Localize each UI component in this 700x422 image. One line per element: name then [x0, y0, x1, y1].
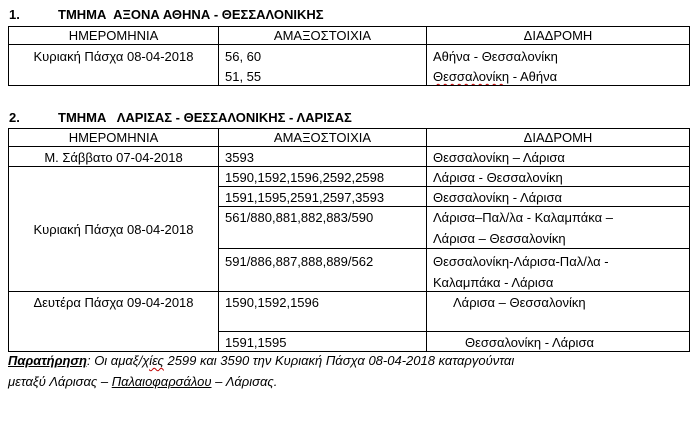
table-row: [9, 292, 690, 332]
date-cell: Κυριακή Πάσχα 08-04-2018: [9, 45, 219, 86]
date-cell: Δευτέρα Πάσχα 09-04-2018: [9, 292, 219, 352]
trains-cell: 561/880,881,882,883/590: [219, 207, 427, 249]
table-row: [9, 45, 690, 86]
note-text: 2599 και 3590 την Κυριακή Πάσχα 08-04-2018 καταργούνται: [163, 353, 515, 368]
route-line: Λάρισα–Παλ/λα - Καλαμπάκα –: [433, 210, 613, 225]
table-row: [9, 147, 690, 167]
column-header-date: ΗΜΕΡΟΜΗΝΙΑ: [9, 129, 219, 147]
column-header-trains: ΑΜΑΞΟΣΤΟΙΧΙΑ: [219, 129, 427, 147]
route-cell: Θεσσαλονίκη – Λάρισα: [427, 147, 690, 167]
route-line: Λάρισα – Θεσσαλονίκη: [433, 231, 566, 246]
route-cell: Θεσσαλονίκη - Λάρισα: [427, 332, 690, 352]
section-2-number: 2.: [9, 110, 20, 125]
route-line: Αθήνα - Θεσσαλονίκη: [433, 49, 558, 64]
route-text: - Αθήνα: [509, 69, 558, 84]
route-line: Θεσσαλονίκη-Λάρισα-Παλ/λα -: [433, 254, 609, 269]
trains-cell: [219, 45, 427, 86]
note-text: : Οι αμαξ/: [86, 353, 143, 368]
section-2-table: [8, 128, 690, 352]
trains-cell: 1590,1592,1596: [219, 292, 427, 332]
note-text: χίες: [142, 353, 164, 368]
column-header-route: ΔΙΑΔΡΟΜΗ: [427, 129, 690, 147]
route-cell: [427, 45, 690, 86]
note-paragraph: [8, 350, 688, 392]
note-text: Παλαιοφαρσάλου: [111, 374, 212, 389]
note-label: Παρατήρηση: [8, 353, 87, 368]
route-cell: Θεσσαλονίκη - Λάρισα: [427, 187, 690, 207]
route-cell: Λάρισα – Θεσσαλονίκη: [427, 292, 690, 332]
route-cell: Λάρισα - Θεσσαλονίκη: [427, 167, 690, 187]
section-1-title: ΤΜΗΜΑ ΑΞΟΝΑ ΑΘΗΝΑ - ΘΕΣΣΑΛΟΝΙΚΗΣ: [58, 7, 324, 22]
column-header-date: ΗΜΕΡΟΜΗΝΙΑ: [9, 27, 219, 45]
note-line-2: [8, 371, 688, 392]
date-cell: Κυριακή Πάσχα 08-04-2018: [9, 167, 219, 292]
trains-cell: 1591,1595: [219, 332, 427, 352]
section-1-table: [8, 26, 690, 86]
trains-cell: 1590,1592,1596,2592,2598: [219, 167, 427, 187]
route-line: [433, 68, 683, 85]
column-header-trains: ΑΜΑΞΟΣΤΟΙΧΙΑ: [219, 27, 427, 45]
route-cell: [427, 249, 690, 292]
section-1-heading: [9, 7, 509, 24]
trains-line: 56, 60: [225, 49, 262, 64]
column-header-route: ΔΙΑΔΡΟΜΗ: [427, 27, 690, 45]
table-header-row: [9, 27, 690, 45]
note-line-1: [8, 350, 688, 371]
trains-cell: 3593: [219, 147, 427, 167]
note-text: – Λάρισας.: [211, 374, 278, 389]
trains-cell: 1591,1595,2591,2597,3593: [219, 187, 427, 207]
section-2-heading: [9, 110, 509, 127]
table-row: [9, 167, 690, 187]
trains-cell: 591/886,887,888,889/562: [219, 249, 427, 292]
table-header-row: [9, 129, 690, 147]
route-text: Θεσσαλονίκη: [433, 69, 510, 84]
note-text: μεταξύ Λάρισας –: [8, 374, 112, 389]
date-cell: Μ. Σάββατο 07-04-2018: [9, 147, 219, 167]
trains-line: 51, 55: [225, 69, 262, 84]
section-1-number: 1.: [9, 7, 20, 22]
section-2-title: ΤΜΗΜΑ ΛΑΡΙΣΑΣ - ΘΕΣΣΑΛΟΝΙΚΗΣ - ΛΑΡΙΣΑΣ: [58, 110, 352, 125]
route-line: Καλαμπάκα - Λάρισα: [433, 275, 554, 290]
route-cell: [427, 207, 690, 249]
